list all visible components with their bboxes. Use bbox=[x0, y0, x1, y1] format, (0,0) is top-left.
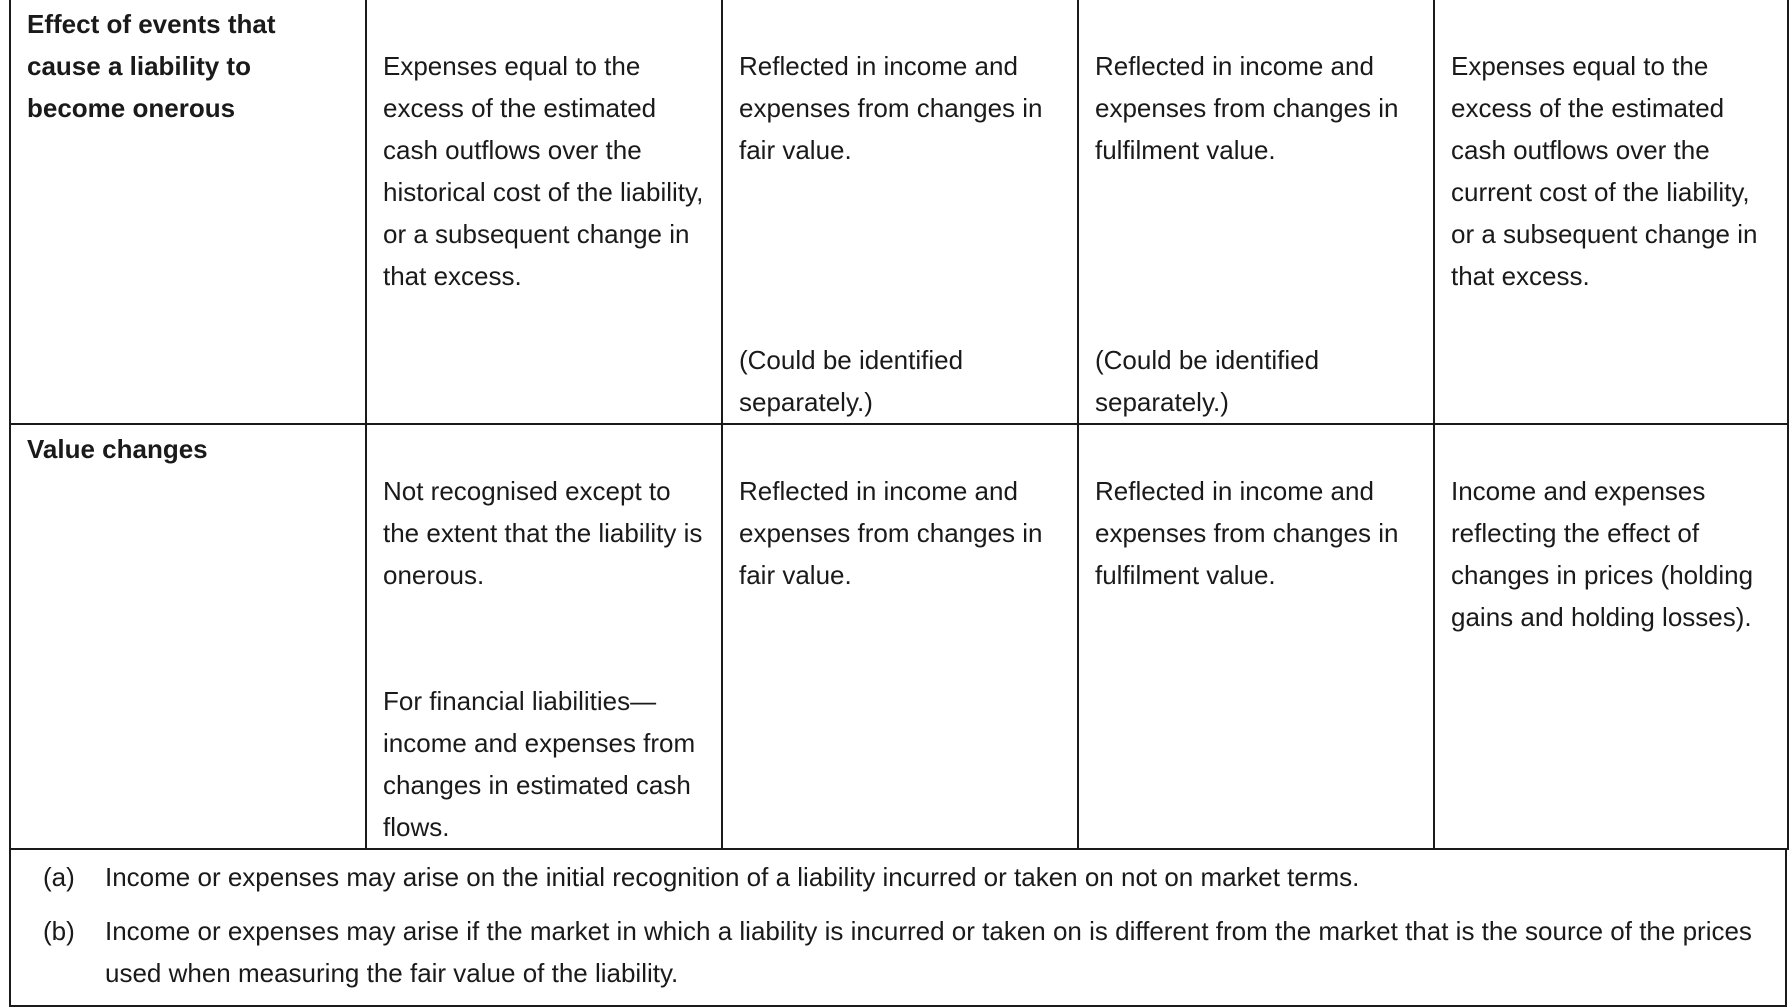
table-cell bbox=[1078, 424, 1434, 849]
table-cell bbox=[366, 424, 722, 849]
footnote-text: Income or expenses may arise on the initial recognition of a liability incurred or taken on not on market terms. bbox=[105, 862, 1360, 892]
table-cell bbox=[1078, 0, 1434, 424]
cell-note: (Could be identified separately.) bbox=[1095, 345, 1320, 417]
footnote-label: (b) bbox=[43, 916, 75, 946]
table-cell bbox=[722, 0, 1078, 424]
row-heading-onerous: Effect of events that cause a liability to become onerous bbox=[10, 0, 366, 424]
row-heading-value-changes: Value changes bbox=[10, 424, 366, 849]
cell-text: Reflected in income and expenses from changes in fair value. bbox=[739, 51, 1043, 165]
table-cell bbox=[1434, 0, 1788, 424]
document-page bbox=[9, 0, 1787, 1007]
table-cell bbox=[1434, 424, 1788, 849]
footnote-a bbox=[43, 856, 1755, 898]
cell-text: Expenses equal to the excess of the estimated cash outflows over the historical cost of the liability, or a subsequent change in that excess. bbox=[383, 51, 704, 291]
table-cell bbox=[722, 424, 1078, 849]
footnote-text: Income or expenses may arise if the market in which a liability is incurred or taken on is different from the market that is the source of the prices used when measuring the fair value of the liability. bbox=[105, 916, 1752, 988]
cell-text: Reflected in income and expenses from changes in fair value. bbox=[739, 476, 1043, 590]
cell-text: Reflected in income and expenses from changes in fulfilment value. bbox=[1095, 51, 1399, 165]
footnote-label: (a) bbox=[43, 862, 75, 892]
cell-note: For financial liabilities— income and expenses from changes in estimated cash flows. bbox=[383, 686, 696, 842]
measurement-bases-table bbox=[9, 0, 1789, 850]
cell-note: (Could be identified separately.) bbox=[739, 345, 964, 417]
table-row-onerous bbox=[10, 0, 1788, 424]
table-row-value-changes bbox=[10, 424, 1788, 849]
footnotes-box bbox=[9, 850, 1787, 1007]
cell-text: Not recognised except to the extent that the liability is onerous. bbox=[383, 476, 703, 590]
cell-text: Income and expenses reflecting the effect of changes in prices (holding gains and holding losses). bbox=[1451, 476, 1754, 632]
cell-text: Reflected in income and expenses from changes in fulfilment value. bbox=[1095, 476, 1399, 590]
cell-text: Expenses equal to the excess of the estimated cash outflows over the current cost of the liability, or a subsequent change in that excess. bbox=[1451, 51, 1758, 291]
footnote-b bbox=[43, 910, 1755, 994]
table-cell bbox=[366, 0, 722, 424]
